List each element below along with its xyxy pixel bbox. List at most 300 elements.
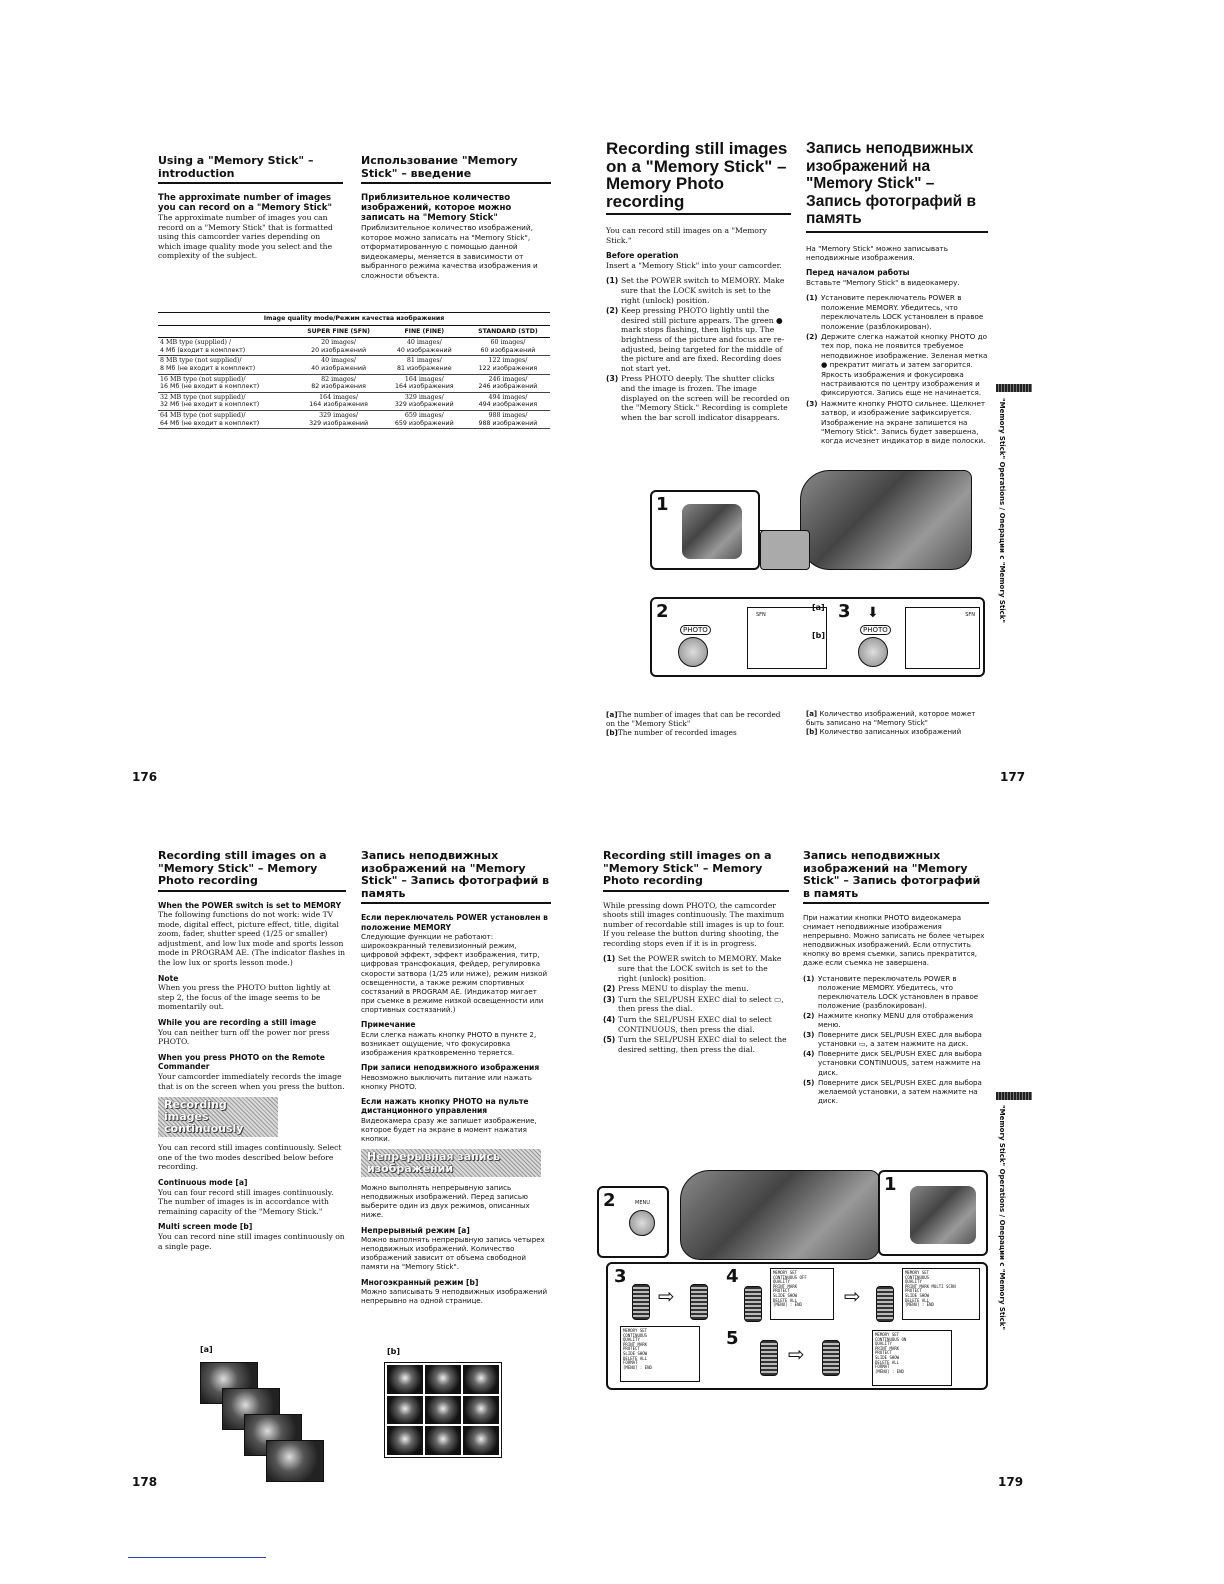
table-cell (466, 392, 550, 410)
cell-en: 82 images/ (321, 375, 357, 383)
step-number: (3) (803, 1030, 815, 1040)
p178-en-section-1 (158, 901, 346, 968)
cell-en: 246 images/ (488, 375, 528, 383)
table-header-sfn: SUPER FINE (SFN) (307, 327, 370, 335)
p178-ru-mode-a (361, 1226, 551, 1272)
cell-ru: 122 изображения (478, 364, 538, 372)
p178-en-section-4 (158, 1053, 346, 1091)
sel-dial-icon-4 (744, 1286, 762, 1322)
menu-item: PRINT MARK (773, 1283, 798, 1289)
p176-ru-subhead: Приблизительное количество изображений, которое можно записать на "Memory Stick" (361, 193, 512, 223)
menu-item: SLIDE SHOW (623, 1350, 648, 1356)
step-number: (1) (606, 276, 619, 286)
section-head: Примечание (361, 1020, 416, 1030)
p178-ru-section-2 (361, 1020, 551, 1057)
p176-en-title: Using a "Memory Stick" – introduction (158, 155, 343, 184)
menu-item: PROTECT (905, 1288, 922, 1294)
cell-ru: 164 изображения (309, 401, 368, 409)
mode-text: You can record nine still images continuously on a single page. (158, 1231, 345, 1251)
step-number: (3) (606, 374, 619, 384)
p177-sidebar-label: "Memory Stick" Operations / Операции с "Memory Stick" (998, 398, 1006, 624)
p177-ru-note-a (806, 710, 991, 728)
p179-ru-intro: При нажатии кнопки PHOTO видеокамера снимает неподвижные изображения непрерывно. Можно записать не более четырех неподвижных изображений. Если отпустить кнопку во время съемки, запись прекратится, даже если съемка не завершена. (803, 913, 985, 968)
p178-ru-title: Запись неподвижных изображений на "Memory Stick" – Запись фотографий в память (361, 850, 551, 904)
p179-english-column (603, 850, 789, 1055)
p177-ru-step-2 (806, 332, 988, 398)
step-text: Turn the SEL/PUSH EXEC dial to select ▭, then press the dial. (618, 994, 784, 1014)
p179-ru-step-4 (803, 1049, 989, 1076)
power-switch-icon (682, 504, 742, 559)
menu-item: QUALITY (773, 1279, 790, 1285)
step-text: Поверните диск SEL/PUSH EXEC для выбора желаемой установки, а затем нажмите на диск. (818, 1077, 982, 1105)
page-number-179: 179 (998, 1475, 1024, 1489)
cell-en: 329 images/ (319, 411, 359, 419)
row-label-ru: 64 Мб (не входит в комплект) (160, 419, 260, 427)
table-cell (466, 410, 550, 428)
label-a: [a] (812, 603, 825, 612)
table-cell (294, 392, 382, 410)
step-number: (2) (803, 1010, 815, 1020)
cell-ru: 329 изображений (309, 419, 369, 427)
sfn-indicator: SFN (756, 612, 766, 618)
p178-ru-mode-b (361, 1278, 551, 1306)
step-text: Держите слегка нажатой кнопку PHOTO до тех пор, пока не появится требуемое неподвижное изображение. Зеленая метка ● прекратит мигать и затем загорится. Яркость изображения и фокусировка настраиваются по центру изображения и фиксируются. Запись еще не начинается. (821, 331, 988, 398)
row-label-ru: 4 Мб (входит в комплект) (160, 346, 246, 354)
note-text: The number of images that can be recorded on the "Memory Stick" (606, 710, 781, 728)
mode-text: Можно записывать 9 неподвижных изображений непрерывно на одной странице. (361, 1287, 548, 1306)
fig-b-label: [b] (387, 1347, 401, 1356)
p179-en-intro: While pressing down PHOTO, the camcorder shoots still images continuously. The maximum number of recordable still images is up to four. If you release the button during shooting, the recording stops even if it is in progress. (603, 900, 785, 948)
table-cell (383, 356, 466, 374)
p179-en-steps (603, 954, 789, 1054)
p178-ru-banner: Непрерывная запись изображений (361, 1149, 541, 1177)
step-number: (5) (803, 1077, 815, 1087)
p176-en-subhead: The approximate number of images you can record on a "Memory Stick" (158, 193, 332, 213)
cell-ru: 246 изображений (478, 383, 538, 391)
mode-head: Многоэкранный режим [b] (361, 1277, 479, 1287)
multi-cell (425, 1396, 461, 1425)
menu-item: PROTECT (773, 1288, 790, 1294)
photo-button-pressed-icon (858, 637, 888, 667)
page-number-176: 176 (132, 770, 158, 784)
photo-button-icon (678, 637, 708, 667)
menu-screen-4b (902, 1268, 980, 1320)
lcd-panel-icon (760, 530, 810, 570)
note-text: Количество изображений, которое может быть записано на "Memory Stick" (806, 710, 976, 727)
step-text: Нажмите кнопку MENU для отображения меню. (818, 1010, 974, 1030)
p177-en-notes (606, 710, 791, 737)
cell-ru: 329 изображений (394, 401, 454, 409)
menu-item: SLIDE SHOW (905, 1292, 930, 1298)
step-text: Turn the SEL/PUSH EXEC dial to select the desired setting, then press the dial. (618, 1035, 787, 1054)
photo-label: PHOTO (680, 625, 711, 635)
p177-en-before: Insert a "Memory Stick" into your camcorder. (606, 260, 782, 270)
step-number: (2) (606, 306, 619, 316)
mode-head: Непрерывный режим [a] (361, 1225, 470, 1235)
p179-en-title: Recording still images on a "Memory Stick" – Memory Photo recording (603, 850, 789, 892)
menu-item: QUALITY (623, 1337, 640, 1343)
menu-screen-5 (872, 1330, 952, 1386)
section-text: The following functions do not work: wide TV mode, digital effect, picture effect, title, digital zoom, fader, shutter speed (1/25 or smaller) adjustment, and low lux mode and sports lesson mode in PROGRAM AE. (The indicator flashes in the low lux or sports lesson mode.) (158, 910, 346, 968)
step-text: Press PHOTO deeply. The shutter clicks and the image is frozen. The image displayed on the screen will be recorded on the "Memory Stick." Recording is complete when the bar scroll indicator disappears. (621, 374, 790, 422)
p177-ru-title: Запись неподвижных изображений на "Memory Stick" – Запись фотографий в память (806, 140, 988, 233)
note-key: [a] (606, 710, 618, 719)
cell-ru: 164 изображения (395, 383, 454, 391)
section-head: При записи неподвижного изображения (361, 1062, 540, 1072)
menu-end: [MENU] : END (623, 1364, 652, 1370)
section-text: Your camcorder immediately records the image that is on the screen when you press the button. (158, 1072, 345, 1091)
p177-en-step-1 (606, 276, 791, 305)
table-cell (294, 356, 382, 374)
step-number: (1) (803, 973, 815, 983)
p176-russian-column (361, 155, 551, 287)
row-label (158, 356, 294, 374)
step-text: Поверните диск SEL/PUSH EXEC для выбора установки ▭, а затем нажмите на диск. (818, 1030, 982, 1049)
mode-text: Можно выполнять непрерывную запись четырех неподвижных изображений. Количество изображений зависит от объема свободной памяти на "Memory Stick". (361, 1235, 545, 1272)
p179-sidebar-label: "Memory Stick" Operations / Операции с "Memory Stick" (998, 1105, 1006, 1331)
section-text: Невозможно выключить питание или нажать кнопку PHOTO. (361, 1072, 532, 1091)
note-key: [a] (806, 710, 818, 718)
p179-ru-step-1 (803, 974, 989, 1010)
row-label (158, 392, 294, 410)
table-cell (383, 374, 466, 392)
section-head: Note (158, 973, 179, 983)
step23-box (650, 597, 985, 677)
table-cell (466, 338, 550, 356)
p179-en-step-2 (603, 984, 789, 994)
table-row (158, 356, 550, 374)
step3-label: 3 (838, 601, 851, 622)
row-label (158, 338, 294, 356)
cell-ru: 82 изображения (311, 383, 366, 391)
p176-ru-body: Приблизительное количество изображений, которое можно записать на "Memory Stick", отформатированную с помощью данной видеокамеры, меняется в зависимости от выбранного режима качества изображения и сложности объекта. (361, 223, 538, 280)
p179-ru-step-3 (803, 1030, 989, 1048)
p179-step5-label: 5 (726, 1328, 739, 1349)
p178-en-mode-a (158, 1178, 346, 1216)
p177-ru-step-3 (806, 399, 988, 446)
p179-en-step-1 (603, 954, 789, 983)
arrow-right-icon: ⇨ (658, 1284, 675, 1308)
multi-cell (463, 1426, 499, 1455)
multi-cell (425, 1365, 461, 1394)
p176-ru-title: Использование "Memory Stick" – введение (361, 155, 551, 184)
step-text: Press MENU to display the menu. (618, 984, 749, 994)
section-text: Если слегка нажать кнопку PHOTO в пункте 2, возникает ощущение, что фокусировка изображения кратковременно теряется. (361, 1029, 537, 1057)
table-row (158, 392, 550, 410)
menu-end: [MENU] : END (773, 1302, 802, 1308)
p179-ru-steps (803, 974, 989, 1105)
down-arrow-icon: ⬇ (867, 605, 879, 621)
table-cell (294, 338, 382, 356)
p178-ru-section-4 (361, 1097, 551, 1143)
step-text: Нажмите кнопку PHOTO сильнее. Щелкнет затвор, и изображение зафиксируется. Изображение на экране запишется на "Memory Stick". Запись будет завершена, когда исчезнет индикатор в виде полоски. (821, 398, 986, 446)
p177-en-step-2 (606, 306, 791, 373)
cell-ru: 60 изображений (480, 346, 536, 354)
cell-en: 40 images/ (406, 339, 442, 347)
step-text: Установите переключатель POWER в положение MEMORY. Убедитесь, что переключатель LOCK установлен в правое положение (разблокирован). (821, 293, 984, 331)
multi-cell (463, 1396, 499, 1425)
leader-line (760, 530, 800, 531)
section-head: When you press PHOTO on the Remote Commander (158, 1052, 325, 1072)
step1-label: 1 (656, 494, 669, 515)
page-number-177: 177 (1000, 770, 1026, 784)
cell-en: 122 images/ (488, 357, 528, 365)
camcorder-icon (680, 1170, 880, 1260)
row-label-ru: 8 Мб (не входит в комплект) (160, 364, 256, 372)
table-caption: Image quality mode/Режим качества изображения (158, 313, 550, 326)
p177-en-step-3 (606, 374, 791, 422)
p176-en-body: The approximate number of images you can record on a "Memory Stick" that is formatted using this camcorder varies depending on which image quality mode you select and the complexity of the subject. (158, 213, 333, 261)
p177-en-steps (606, 276, 791, 422)
table-cell (383, 392, 466, 410)
menu-value: ON (901, 1336, 907, 1342)
p177-russian-column (806, 140, 988, 447)
mode-text: You can four record still images continuously. The number of images is in accordance with remaining capacity of the "Memory Stick." (158, 1187, 334, 1216)
camcorder-icon (800, 470, 972, 570)
cell-ru: 40 изображений (311, 364, 367, 372)
step-number: (3) (603, 994, 616, 1004)
p179-step3-label: 3 (614, 1266, 627, 1287)
menu-item-label: PRINT MARK (905, 1283, 930, 1289)
section-text: You can neither turn off the power nor press PHOTO. (158, 1027, 330, 1047)
p176-english-column (158, 155, 343, 267)
table-cell (383, 338, 466, 356)
step-text: Поверните диск SEL/PUSH EXEC для выбора установки CONTINUOUS, затем нажмите на диск. (818, 1049, 982, 1077)
power-switch-icon (910, 1186, 976, 1244)
note-text: The number of recorded images (617, 728, 737, 737)
p179-ru-title: Запись неподвижных изображений на "Memory Stick" – Запись фотографий в память (803, 850, 989, 904)
p179-step4-label: 4 (726, 1266, 739, 1287)
p179-ru-step-2 (803, 1011, 989, 1029)
p178-russian-column (361, 850, 551, 1311)
row-label-ru: 32 Мб (не входит в комплект) (160, 401, 260, 409)
p177-en-before-head: Before operation (606, 251, 679, 261)
menu-item: SLIDE SHOW (875, 1354, 900, 1360)
p177-en-intro: You can record still images on a "Memory Stick." (606, 226, 767, 245)
arrow-right-icon: ⇨ (788, 1342, 805, 1366)
step-text: Установите переключатель POWER в положение MEMORY. Убедитесь, что переключатель LOCK установлен в правое положение (разблокирован). (818, 973, 979, 1010)
p178-ru-section-1 (361, 913, 551, 1014)
menu-item: DELETE ALL (905, 1297, 930, 1303)
menu-item: DELETE ALL (773, 1297, 798, 1303)
table-row (158, 338, 550, 356)
cell-ru: 20 изображений (311, 346, 367, 354)
table-cell (383, 410, 466, 428)
cell-en: 164 images/ (319, 393, 359, 401)
p177-english-column (606, 140, 791, 423)
menu-button-label: MENU (635, 1200, 650, 1206)
sel-dial-icon-5 (760, 1340, 778, 1376)
p178-ru-section-3 (361, 1063, 551, 1091)
menu-item: PROTECT (623, 1346, 640, 1352)
p179-en-step-3 (603, 995, 789, 1014)
arrow-right-icon: ⇨ (844, 1284, 861, 1308)
menu-screen-4 (770, 1268, 834, 1320)
p179-en-step-5 (603, 1035, 789, 1054)
cell-ru: 40 изображений (396, 346, 452, 354)
table-header-fine: FINE (FINE) (404, 327, 445, 335)
p177-tab-marker (996, 384, 1032, 392)
step-number: (1) (806, 293, 818, 303)
footer-link-underline (128, 1557, 266, 1558)
menu-screen-3 (620, 1326, 700, 1382)
cell-en: 659 images/ (404, 411, 444, 419)
p178-en-title: Recording still images on a "Memory Stick" – Memory Photo recording (158, 850, 346, 892)
menu-item: PROTECT (875, 1350, 892, 1356)
p178-en-section-2 (158, 974, 346, 1012)
section-head: When the POWER switch is set to MEMORY (158, 900, 342, 910)
menu-item: QUALITY (875, 1341, 892, 1347)
menu-end: [MENU] : END (875, 1368, 904, 1374)
menu-title: MEMORY SET (905, 1270, 930, 1275)
table-header-std: STANDARD (STD) (478, 327, 538, 335)
sel-dial-push-icon (690, 1284, 708, 1320)
p178-en-banner: Recording images continuously (158, 1097, 278, 1137)
p178-english-column (158, 850, 346, 1257)
photo-label-3: PHOTO (860, 625, 891, 635)
note-text: Количество записанных изображений (819, 728, 962, 736)
multi-cell (387, 1426, 423, 1455)
cell-ru: 988 изображений (478, 419, 538, 427)
multi-cell (387, 1365, 423, 1394)
p177-en-note-a (606, 710, 791, 728)
step-number: (4) (603, 1015, 616, 1025)
cell-ru: 81 изображение (396, 364, 452, 372)
p179-steps-box (606, 1262, 988, 1390)
table-cell (466, 356, 550, 374)
menu-end: [MENU] : END (905, 1302, 934, 1308)
page-number-178: 178 (132, 1475, 158, 1489)
section-head: Если нажать кнопку PHOTO на пульте дистанционного управления (361, 1096, 529, 1116)
lcd-screen-3 (905, 607, 980, 669)
menu-item: CONTINUOUS (623, 1332, 648, 1338)
step-number: (2) (603, 984, 616, 994)
mode-head: Continuous mode [a] (158, 1177, 248, 1187)
table-cell (294, 374, 382, 392)
step-text: Set the POWER switch to MEMORY. Make sure that the LOCK switch is set to the right (unlock) position. (618, 954, 782, 983)
row-label-en: 16 MB type (not supplied)/ (160, 375, 246, 383)
menu-value: OFF (799, 1274, 807, 1280)
menu-item-label: CONTINUOUS (875, 1336, 900, 1342)
p177-ru-before: Вставьте "Memory Stick" в видеокамеру. (806, 277, 960, 287)
cell-ru: 494 изображения (478, 401, 538, 409)
menu-item: PRINT MARK (875, 1345, 900, 1351)
cell-en: 988 images/ (488, 411, 528, 419)
p177-ru-notes (806, 710, 991, 737)
section-head: While you are recording a still image (158, 1018, 317, 1028)
step-text: Keep pressing PHOTO lightly until the desired still picture appears. The green ● mark stops flashing, then lights up. The brightness of the picture and focus are re-adjusted, being targeted for the middle of the picture and are fixed. Recording does not start yet. (621, 306, 785, 373)
cell-en: 329 images/ (404, 393, 444, 401)
menu-item: SLIDE SHOW (773, 1292, 798, 1298)
p179-tab-marker (996, 1092, 1032, 1100)
label-b: [b] (812, 631, 826, 640)
menu-item-label: CONTINUOUS (773, 1274, 798, 1280)
table-row (158, 374, 550, 392)
step-number: (1) (603, 954, 616, 964)
cell-en: 40 images/ (321, 357, 357, 365)
p179-step1-label: 1 (884, 1174, 897, 1195)
note-key: [b] (806, 728, 818, 736)
menu-item: DELETE ALL (875, 1359, 900, 1365)
p179-ru-step-5 (803, 1078, 989, 1105)
mode-head: Multi screen mode [b] (158, 1222, 253, 1232)
p177-ru-note-b (806, 728, 991, 737)
step-text: Set the POWER switch to MEMORY. Make sure that the LOCK switch is set to the right (unlock) position. (621, 276, 785, 305)
p177-ru-before-head: Перед началом работы (806, 268, 910, 278)
table-cell (466, 374, 550, 392)
step2-label: 2 (656, 601, 669, 622)
p178-en-mode-b (158, 1222, 346, 1251)
step-number: (2) (806, 331, 818, 341)
multi-cell (387, 1396, 423, 1425)
p178-en-section-3 (158, 1018, 346, 1047)
cell-en: 164 images/ (404, 375, 444, 383)
p177-ru-intro: На "Memory Stick" можно записывать неподвижные изображения. (806, 243, 948, 262)
menu-item: PRINT MARK (623, 1341, 648, 1347)
section-text: Следующие функции не работают: широкоэкранный телевизионный режим, цифровой эффект, эффект изображения, титр, цифровая трансфокация, фейдер, регулировка скорости затвора (1/25 или ниже), режим низкой освещенности, а также режим спортивных состязаний в PROGRAM AE. (Индикатор мигает при съемке в режиме низкой освещенности или спортивных состязаний.) (361, 932, 548, 1014)
row-label-en: 64 MB type (not supplied)/ (160, 411, 246, 419)
row-label-en: 4 MB type (supplied) / (160, 339, 232, 347)
note-key: [b] (606, 728, 618, 737)
step-text: Turn the SEL/PUSH EXEC dial to select CONTINUOUS, then press the dial. (618, 1015, 772, 1034)
p177-ru-step-1 (806, 293, 988, 331)
row-label (158, 374, 294, 392)
menu-title: MEMORY SET (773, 1270, 798, 1275)
menu-value: MULTI SCRN (931, 1283, 956, 1289)
cell-en: 60 images/ (490, 339, 526, 347)
p179-step2-label: 2 (603, 1190, 616, 1211)
p179-russian-column (803, 850, 989, 1106)
menu-item: QUALITY (905, 1279, 922, 1285)
p179-en-step-4 (603, 1015, 789, 1034)
multi-cell (425, 1426, 461, 1455)
step-number: (4) (803, 1049, 815, 1059)
row-label-en: 8 MB type (not supplied)/ (160, 357, 242, 365)
row-label (158, 410, 294, 428)
p178-en-cont: You can record still images continuously. Select one of the two modes described below before recording. (158, 1143, 342, 1172)
p177-ru-steps (806, 293, 988, 446)
p179-step1-box (878, 1170, 988, 1256)
table-row (158, 410, 550, 428)
menu-item: FORMAT (875, 1364, 890, 1370)
menu-item: FORMAT (623, 1360, 638, 1366)
multi-screen-image (384, 1362, 502, 1458)
row-label-en: 32 MB type (not supplied)/ (160, 393, 246, 401)
menu-title: MEMORY SET (875, 1332, 900, 1337)
sel-dial-push-icon-4 (876, 1286, 894, 1322)
section-text: Видеокамера сразу же запишет изображение, которое будет на экране в момент нажатия кнопки. (361, 1115, 537, 1144)
p179-step2-box (597, 1186, 669, 1258)
step1-box (650, 490, 760, 570)
continuous-image-4 (266, 1440, 324, 1482)
sel-dial-icon (632, 1284, 650, 1320)
step-number: (5) (603, 1035, 616, 1045)
multi-cell (463, 1365, 499, 1394)
menu-item: CONTINUOUS (905, 1274, 930, 1280)
table-header-blank (158, 325, 294, 338)
section-text: When you press the PHOTO button lightly at step 2, the focus of the image seems to be momentarily out. (158, 983, 331, 1012)
menu-item: DELETE ALL (623, 1355, 648, 1361)
p177-en-note-b (606, 728, 791, 737)
menu-title: MEMORY SET (623, 1328, 648, 1333)
row-label-ru: 16 Мб (не входит в комплект) (160, 383, 260, 391)
sel-dial-push-icon-5 (822, 1340, 840, 1376)
cell-en: 20 images/ (321, 339, 357, 347)
cell-ru: 659 изображений (394, 419, 454, 427)
section-head: Если переключатель POWER установлен в положение MEMORY (361, 913, 548, 932)
sfn-indicator-3: SFN (965, 612, 975, 618)
image-quality-table (158, 312, 550, 429)
